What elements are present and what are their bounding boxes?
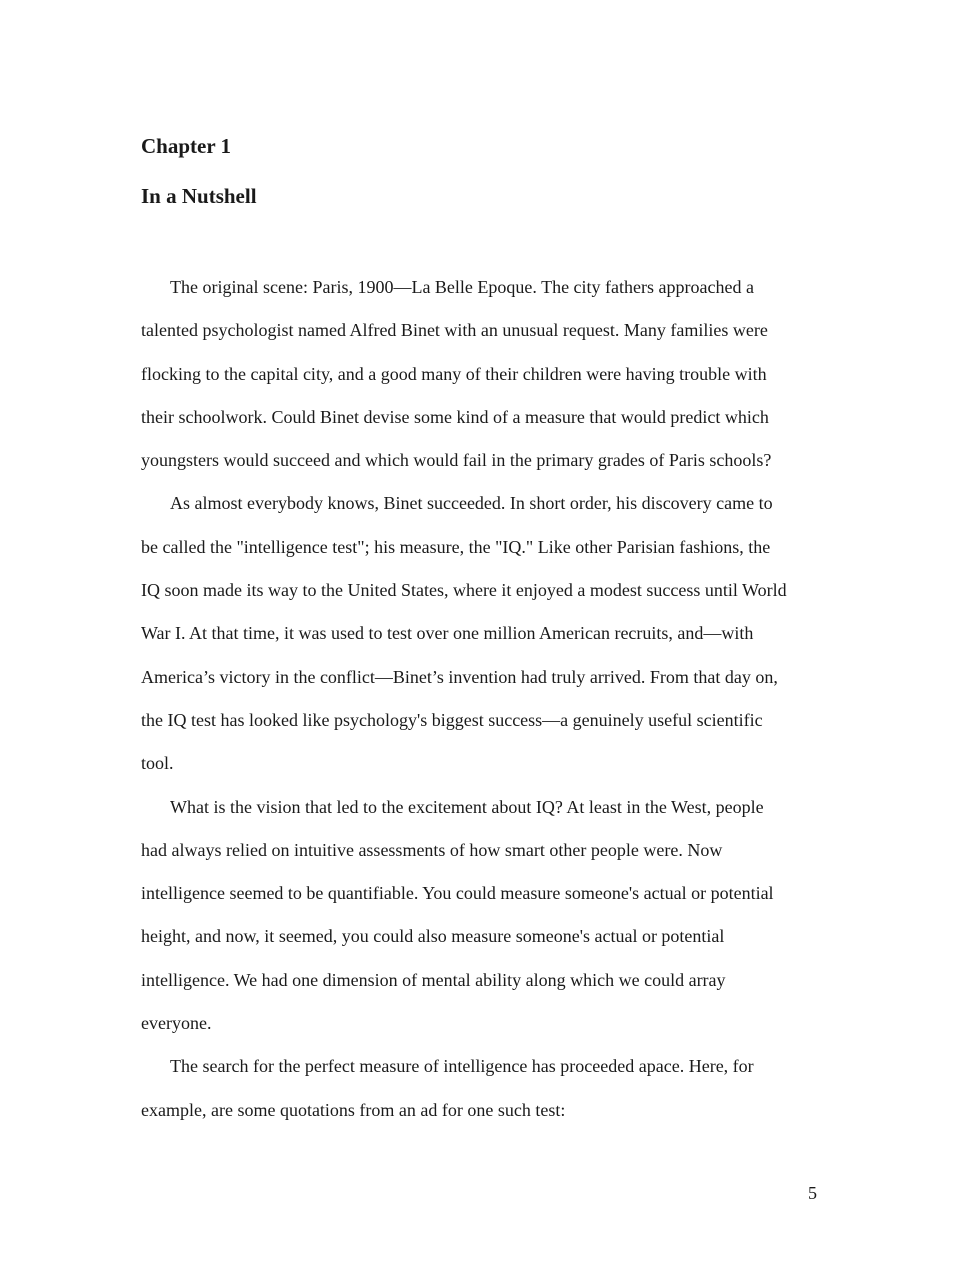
text-line: intelligence seemed to be quantifiable. You could measure someone's actual or potential <box>141 883 774 904</box>
page-number: 5 <box>808 1183 817 1203</box>
paragraph <box>141 266 831 482</box>
text-line: example, are some quotations from an ad for one such test: <box>141 1099 566 1120</box>
body-text <box>141 266 831 1132</box>
text-line: intelligence. We had one dimension of mental ability along which we could array <box>141 969 726 990</box>
text-line: flocking to the capital city, and a good many of their children were having trouble with <box>141 363 767 384</box>
text-line: their schoolwork. Could Binet devise some kind of a measure that would predict which <box>141 406 769 427</box>
text-line: be called the "intelligence test"; his measure, the "IQ." Like other Parisian fashions, the <box>141 536 771 557</box>
text-line: the IQ test has looked like psychology's biggest success—a genuinely useful scientific <box>141 709 763 730</box>
text-line: tool. <box>141 753 174 774</box>
text-line: War I. At that time, it was used to test over one million American recruits, and—with <box>141 623 754 644</box>
text-line: The original scene: Paris, 1900—La Belle Epoque. The city fathers approached a <box>170 277 754 297</box>
text-line: The search for the perfect measure of intelligence has proceeded apace. Here, for <box>170 1056 754 1077</box>
text-line: youngsters would succeed and which would fail in the primary grades of Paris schools? <box>141 450 772 471</box>
text-line: America’s victory in the conflict—Binet’s invention had truly arrived. From that day on, <box>141 666 778 687</box>
text-line: had always relied on intuitive assessments of how smart other people were. Now <box>141 839 723 860</box>
chapter-title: In a Nutshell <box>141 184 257 208</box>
paragraph <box>141 786 831 1046</box>
text-line: IQ soon made its way to the United States, where it enjoyed a modest success until World <box>141 580 787 601</box>
paragraph <box>141 482 831 785</box>
text-line: height, and now, it seemed, you could also measure someone's actual or potential <box>141 926 725 947</box>
text-line: As almost everybody knows, Binet succeeded. In short order, his discovery came to <box>170 493 773 514</box>
text-line: talented psychologist named Alfred Binet with an unusual request. Many families were <box>141 320 768 341</box>
chapter-label: Chapter 1 <box>141 134 232 158</box>
paragraph <box>141 1045 831 1132</box>
text-line: What is the vision that led to the excitement about IQ? At least in the West, people <box>170 796 764 817</box>
text-line: everyone. <box>141 1013 212 1034</box>
